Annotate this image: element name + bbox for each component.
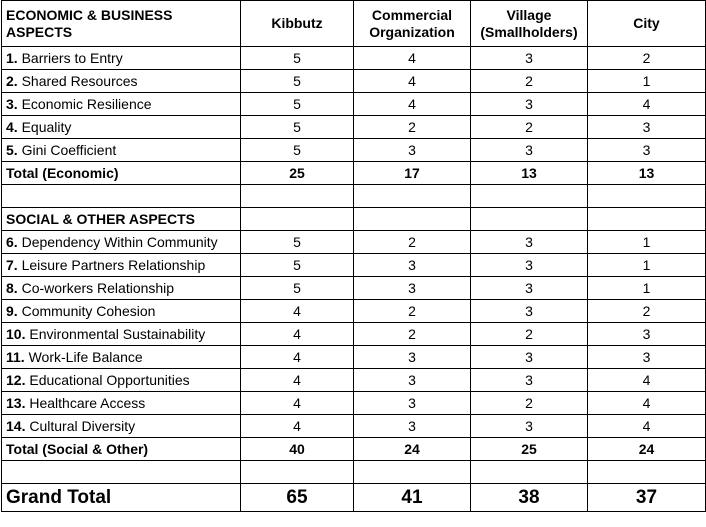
score-cell: 4 bbox=[241, 415, 354, 438]
row-number: 7. bbox=[6, 257, 18, 273]
score-cell: 3 bbox=[354, 415, 471, 438]
spacer-row-cell bbox=[588, 185, 706, 208]
score-cell: 4 bbox=[354, 47, 471, 70]
grand-total-value: 65 bbox=[241, 484, 354, 512]
score-cell: 3 bbox=[471, 415, 588, 438]
total-economic-value: 25 bbox=[241, 162, 354, 185]
row-label-text: Barriers to Entry bbox=[21, 50, 123, 66]
row-label-text: Economic Resilience bbox=[21, 96, 152, 112]
row-label-text: Community Cohesion bbox=[21, 303, 156, 319]
header-kibbutz: Kibbutz bbox=[241, 1, 354, 47]
score-cell: 2 bbox=[354, 323, 471, 346]
total-economic-value: 17 bbox=[354, 162, 471, 185]
score-cell: 4 bbox=[588, 93, 706, 116]
score-cell: 2 bbox=[471, 116, 588, 139]
total-social-label: Total (Social & Other) bbox=[2, 438, 241, 461]
score-cell: 5 bbox=[241, 47, 354, 70]
score-cell: 3 bbox=[471, 47, 588, 70]
row-label bbox=[2, 392, 241, 415]
score-cell: 5 bbox=[241, 277, 354, 300]
score-cell: 4 bbox=[354, 70, 471, 93]
row-label bbox=[2, 415, 241, 438]
score-cell: 3 bbox=[471, 300, 588, 323]
spacer-row-cell bbox=[471, 185, 588, 208]
table-row bbox=[2, 323, 706, 346]
spacer-row bbox=[2, 185, 706, 208]
row-label-text: Equality bbox=[21, 119, 72, 135]
table-row bbox=[2, 139, 706, 162]
header-commercial-organization: Commercial Organization bbox=[354, 1, 471, 47]
score-cell: 3 bbox=[588, 346, 706, 369]
score-cell: 4 bbox=[588, 415, 706, 438]
score-cell: 1 bbox=[588, 231, 706, 254]
row-label-text: Dependency Within Community bbox=[21, 234, 218, 250]
total-social-value: 25 bbox=[471, 438, 588, 461]
grand-total bbox=[2, 484, 706, 512]
spacer-row-cell bbox=[354, 185, 471, 208]
score-cell: 2 bbox=[354, 231, 471, 254]
score-cell: 3 bbox=[588, 116, 706, 139]
header-row bbox=[2, 1, 706, 47]
total-social-value: 40 bbox=[241, 438, 354, 461]
row-label-text: Leisure Partners Relationship bbox=[21, 257, 206, 273]
score-cell: 5 bbox=[241, 70, 354, 93]
score-cell: 3 bbox=[354, 392, 471, 415]
row-number: 9. bbox=[6, 303, 18, 319]
score-cell: 5 bbox=[241, 139, 354, 162]
score-cell: 3 bbox=[354, 346, 471, 369]
table-row bbox=[2, 277, 706, 300]
row-number: 14. bbox=[6, 418, 26, 434]
spacer-row-label bbox=[2, 185, 241, 208]
table-row bbox=[2, 231, 706, 254]
grand-total-value: 37 bbox=[588, 484, 706, 512]
row-number: 3. bbox=[6, 96, 18, 112]
comparison-table bbox=[1, 0, 706, 512]
table-row bbox=[2, 369, 706, 392]
row-label bbox=[2, 116, 241, 139]
score-cell: 1 bbox=[588, 70, 706, 93]
score-cell: 2 bbox=[354, 116, 471, 139]
spacer-row bbox=[2, 461, 706, 484]
table-row bbox=[2, 116, 706, 139]
total-economic bbox=[2, 162, 706, 185]
score-cell: 4 bbox=[354, 93, 471, 116]
score-cell: 3 bbox=[354, 254, 471, 277]
score-cell: 2 bbox=[471, 70, 588, 93]
spacer-row-cell bbox=[588, 461, 706, 484]
score-cell: 2 bbox=[354, 300, 471, 323]
row-label-text: Cultural Diversity bbox=[29, 418, 136, 434]
score-cell: 3 bbox=[471, 139, 588, 162]
row-number: 4. bbox=[6, 119, 18, 135]
row-label-text: Co-workers Relationship bbox=[21, 280, 175, 296]
score-cell: 3 bbox=[588, 139, 706, 162]
table-row bbox=[2, 392, 706, 415]
row-label bbox=[2, 300, 241, 323]
score-cell: 4 bbox=[241, 346, 354, 369]
table-row bbox=[2, 346, 706, 369]
score-cell: 3 bbox=[471, 277, 588, 300]
row-label-text: Shared Resources bbox=[21, 73, 138, 89]
row-label-text: Environmental Sustainability bbox=[29, 326, 206, 342]
section-header-social bbox=[2, 208, 706, 231]
score-cell: 4 bbox=[241, 323, 354, 346]
table-row bbox=[2, 70, 706, 93]
row-number: 2. bbox=[6, 73, 18, 89]
total-economic-value: 13 bbox=[471, 162, 588, 185]
row-number: 8. bbox=[6, 280, 18, 296]
row-label-text: Educational Opportunities bbox=[29, 372, 190, 388]
grand-total-value: 41 bbox=[354, 484, 471, 512]
row-number: 1. bbox=[6, 50, 18, 66]
row-label bbox=[2, 254, 241, 277]
section-header-social-cell bbox=[354, 208, 471, 231]
score-cell: 4 bbox=[241, 392, 354, 415]
total-social bbox=[2, 438, 706, 461]
section-header-social-cell bbox=[241, 208, 354, 231]
score-cell: 3 bbox=[471, 369, 588, 392]
score-cell: 4 bbox=[241, 300, 354, 323]
row-number: 13. bbox=[6, 395, 26, 411]
table-row bbox=[2, 47, 706, 70]
score-cell: 4 bbox=[588, 369, 706, 392]
total-social-value: 24 bbox=[588, 438, 706, 461]
row-label bbox=[2, 323, 241, 346]
score-cell: 3 bbox=[471, 346, 588, 369]
row-number: 6. bbox=[6, 234, 18, 250]
table-row bbox=[2, 300, 706, 323]
header-village: Village (Smallholders) bbox=[471, 1, 588, 47]
score-cell: 3 bbox=[354, 277, 471, 300]
score-cell: 5 bbox=[241, 231, 354, 254]
row-number: 10. bbox=[6, 326, 26, 342]
table-row bbox=[2, 93, 706, 116]
row-label bbox=[2, 139, 241, 162]
row-label-text: Gini Coefficient bbox=[21, 142, 117, 158]
score-cell: 5 bbox=[241, 93, 354, 116]
row-label bbox=[2, 70, 241, 93]
score-cell: 4 bbox=[241, 369, 354, 392]
header-aspects: ECONOMIC & BUSINESS ASPECTS bbox=[2, 1, 241, 47]
score-cell: 2 bbox=[588, 47, 706, 70]
row-label bbox=[2, 93, 241, 116]
score-cell: 3 bbox=[354, 139, 471, 162]
score-cell: 3 bbox=[471, 231, 588, 254]
score-cell: 3 bbox=[471, 254, 588, 277]
table-row bbox=[2, 415, 706, 438]
spacer-row-cell bbox=[241, 185, 354, 208]
table-row bbox=[2, 254, 706, 277]
row-number: 5. bbox=[6, 142, 18, 158]
score-cell: 3 bbox=[471, 93, 588, 116]
total-economic-label: Total (Economic) bbox=[2, 162, 241, 185]
section-header-social-label: SOCIAL & OTHER ASPECTS bbox=[2, 208, 241, 231]
row-number: 11. bbox=[6, 349, 25, 365]
row-number: 12. bbox=[6, 372, 26, 388]
section-header-social-cell bbox=[588, 208, 706, 231]
grand-total-label: Grand Total bbox=[2, 484, 241, 512]
spacer-row-cell bbox=[471, 461, 588, 484]
row-label-text: Healthcare Access bbox=[29, 395, 146, 411]
spacer-row-cell bbox=[354, 461, 471, 484]
score-cell: 3 bbox=[354, 369, 471, 392]
header-city: City bbox=[588, 1, 706, 47]
row-label bbox=[2, 346, 241, 369]
score-cell: 1 bbox=[588, 277, 706, 300]
spacer-row-cell bbox=[241, 461, 354, 484]
score-cell: 2 bbox=[588, 300, 706, 323]
row-label bbox=[2, 369, 241, 392]
row-label-text: Work-Life Balance bbox=[28, 349, 143, 365]
score-cell: 5 bbox=[241, 116, 354, 139]
score-cell: 2 bbox=[471, 323, 588, 346]
row-label bbox=[2, 277, 241, 300]
spacer-row-label bbox=[2, 461, 241, 484]
score-cell: 1 bbox=[588, 254, 706, 277]
total-economic-value: 13 bbox=[588, 162, 706, 185]
row-label bbox=[2, 231, 241, 254]
total-social-value: 24 bbox=[354, 438, 471, 461]
section-header-social-cell bbox=[471, 208, 588, 231]
score-cell: 3 bbox=[588, 323, 706, 346]
score-cell: 5 bbox=[241, 254, 354, 277]
row-label bbox=[2, 47, 241, 70]
grand-total-value: 38 bbox=[471, 484, 588, 512]
score-cell: 4 bbox=[588, 392, 706, 415]
score-cell: 2 bbox=[471, 392, 588, 415]
